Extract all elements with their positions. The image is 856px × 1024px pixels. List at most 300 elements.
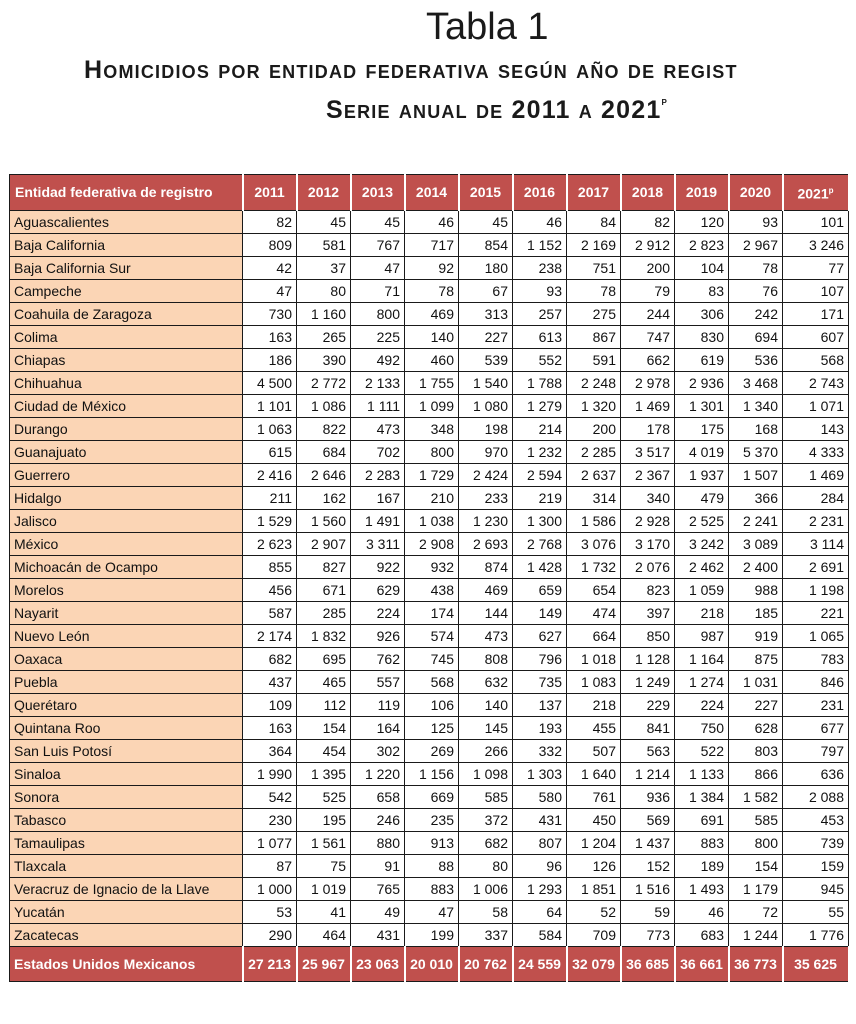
value-cell: 224 [675, 693, 729, 716]
value-cell: 1 204 [567, 831, 621, 854]
header-year-label: 2020 [739, 184, 772, 201]
state-name: Baja California Sur [10, 256, 243, 279]
value-cell: 82 [243, 210, 297, 233]
table-header [10, 175, 849, 211]
table-row [10, 762, 849, 785]
value-cell: 1 101 [243, 394, 297, 417]
value-cell: 366 [729, 486, 783, 509]
value-cell: 669 [405, 785, 459, 808]
value-cell: 52 [567, 900, 621, 923]
total-value-cell: 35 625 [783, 946, 849, 981]
value-cell: 659 [513, 578, 567, 601]
value-cell: 1 018 [567, 647, 621, 670]
state-name: Nuevo León [10, 624, 243, 647]
header-row [10, 175, 849, 211]
table-row [10, 578, 849, 601]
value-cell: 1 164 [675, 647, 729, 670]
value-cell: 337 [459, 923, 513, 946]
value-cell: 970 [459, 440, 513, 463]
value-cell: 233 [459, 486, 513, 509]
value-cell: 846 [783, 670, 849, 693]
value-cell: 1 303 [513, 762, 567, 785]
value-cell: 152 [621, 854, 675, 877]
value-cell: 1 428 [513, 555, 567, 578]
header-year-label: 2011 [254, 184, 285, 201]
value-cell: 3 114 [783, 532, 849, 555]
table-row [10, 233, 849, 256]
value-cell: 265 [297, 325, 351, 348]
table-row [10, 739, 849, 762]
value-cell: 1 732 [567, 555, 621, 578]
state-name: Oaxaca [10, 647, 243, 670]
value-cell: 238 [513, 256, 567, 279]
preliminary-mark: p [828, 186, 834, 195]
value-cell: 2 248 [567, 371, 621, 394]
value-cell: 185 [729, 601, 783, 624]
value-cell: 1 561 [297, 831, 351, 854]
state-name: Querétaro [10, 693, 243, 716]
value-cell: 473 [351, 417, 405, 440]
value-cell: 71 [351, 279, 405, 302]
value-cell: 1 491 [351, 509, 405, 532]
header-year-label: 2021 [797, 185, 829, 202]
value-cell: 2 424 [459, 463, 513, 486]
table-row [10, 371, 849, 394]
value-cell: 2 367 [621, 463, 675, 486]
value-cell: 246 [351, 808, 405, 831]
value-cell: 1 077 [243, 831, 297, 854]
value-cell: 437 [243, 670, 297, 693]
subtitle-line2-text: Serie anual de 2011 a 2021 [326, 96, 662, 124]
value-cell: 683 [675, 923, 729, 946]
value-cell: 855 [243, 555, 297, 578]
value-cell: 1 274 [675, 670, 729, 693]
value-cell: 145 [459, 716, 513, 739]
value-cell: 364 [243, 739, 297, 762]
value-cell: 431 [513, 808, 567, 831]
table-row [10, 831, 849, 854]
state-name: Baja California [10, 233, 243, 256]
value-cell: 747 [621, 325, 675, 348]
value-cell: 49 [351, 900, 405, 923]
value-cell: 2 768 [513, 532, 567, 555]
value-cell: 1 128 [621, 647, 675, 670]
value-cell: 2 693 [459, 532, 513, 555]
value-cell: 796 [513, 647, 567, 670]
header-year-2016 [513, 175, 567, 211]
value-cell: 522 [675, 739, 729, 762]
value-cell: 629 [351, 578, 405, 601]
value-cell: 76 [729, 279, 783, 302]
value-cell: 126 [567, 854, 621, 877]
value-cell: 919 [729, 624, 783, 647]
value-cell: 285 [297, 601, 351, 624]
value-cell: 83 [675, 279, 729, 302]
state-name: Tamaulipas [10, 831, 243, 854]
preliminary-mark: p [661, 95, 669, 108]
total-label: Estados Unidos Mexicanos [10, 946, 243, 981]
value-cell: 397 [621, 601, 675, 624]
total-value-cell: 24 559 [513, 946, 567, 981]
value-cell: 200 [621, 256, 675, 279]
header-year-label: 2012 [307, 184, 340, 201]
value-cell: 186 [243, 348, 297, 371]
table-row [10, 693, 849, 716]
value-cell: 2 241 [729, 509, 783, 532]
table-subtitle-line2 [326, 96, 668, 125]
value-cell: 1 230 [459, 509, 513, 532]
value-cell: 464 [297, 923, 351, 946]
value-cell: 284 [783, 486, 849, 509]
value-cell: 218 [675, 601, 729, 624]
state-name: Sonora [10, 785, 243, 808]
table-row [10, 463, 849, 486]
value-cell: 808 [459, 647, 513, 670]
state-name: Tabasco [10, 808, 243, 831]
table-row [10, 923, 849, 946]
value-cell: 93 [513, 279, 567, 302]
state-name: Quintana Roo [10, 716, 243, 739]
value-cell: 45 [459, 210, 513, 233]
value-cell: 1 437 [621, 831, 675, 854]
value-cell: 119 [351, 693, 405, 716]
value-cell: 1 038 [405, 509, 459, 532]
value-cell: 883 [405, 877, 459, 900]
value-cell: 926 [351, 624, 405, 647]
value-cell: 628 [729, 716, 783, 739]
value-cell: 854 [459, 233, 513, 256]
value-cell: 607 [783, 325, 849, 348]
table-row [10, 325, 849, 348]
value-cell: 313 [459, 302, 513, 325]
header-year-2015 [459, 175, 513, 211]
header-year-label: 2015 [469, 184, 502, 201]
title-block [0, 0, 856, 165]
value-cell: 164 [351, 716, 405, 739]
value-cell: 800 [729, 831, 783, 854]
value-cell: 168 [729, 417, 783, 440]
value-cell: 702 [351, 440, 405, 463]
value-cell: 41 [297, 900, 351, 923]
value-cell: 880 [351, 831, 405, 854]
value-cell: 125 [405, 716, 459, 739]
value-cell: 4 500 [243, 371, 297, 394]
value-cell: 2 174 [243, 624, 297, 647]
state-name: Tlaxcala [10, 854, 243, 877]
table-row [10, 716, 849, 739]
value-cell: 460 [405, 348, 459, 371]
value-cell: 140 [459, 693, 513, 716]
value-cell: 1 788 [513, 371, 567, 394]
value-cell: 64 [513, 900, 567, 923]
value-cell: 1 152 [513, 233, 567, 256]
header-year-2013 [351, 175, 405, 211]
value-cell: 2 400 [729, 555, 783, 578]
value-cell: 751 [567, 256, 621, 279]
value-cell: 1 179 [729, 877, 783, 900]
value-cell: 91 [351, 854, 405, 877]
value-cell: 677 [783, 716, 849, 739]
value-cell: 841 [621, 716, 675, 739]
value-cell: 2 967 [729, 233, 783, 256]
table-body [10, 210, 849, 981]
value-cell: 242 [729, 302, 783, 325]
header-year-2017 [567, 175, 621, 211]
value-cell: 542 [243, 785, 297, 808]
state-name: San Luis Potosí [10, 739, 243, 762]
header-year-label: 2017 [577, 184, 610, 201]
value-cell: 694 [729, 325, 783, 348]
value-cell: 58 [459, 900, 513, 923]
value-cell: 2 823 [675, 233, 729, 256]
value-cell: 78 [567, 279, 621, 302]
value-cell: 866 [729, 762, 783, 785]
value-cell: 93 [729, 210, 783, 233]
state-name: Colima [10, 325, 243, 348]
value-cell: 767 [351, 233, 405, 256]
value-cell: 1 099 [405, 394, 459, 417]
value-cell: 988 [729, 578, 783, 601]
value-cell: 348 [405, 417, 459, 440]
value-cell: 613 [513, 325, 567, 348]
value-cell: 1 516 [621, 877, 675, 900]
value-cell: 1 586 [567, 509, 621, 532]
value-cell: 227 [729, 693, 783, 716]
value-cell: 2 907 [297, 532, 351, 555]
value-cell: 536 [729, 348, 783, 371]
value-cell: 1 560 [297, 509, 351, 532]
state-name: Guerrero [10, 463, 243, 486]
value-cell: 5 370 [729, 440, 783, 463]
value-cell: 193 [513, 716, 567, 739]
value-cell: 492 [351, 348, 405, 371]
value-cell: 107 [783, 279, 849, 302]
value-cell: 47 [351, 256, 405, 279]
value-cell: 314 [567, 486, 621, 509]
table-row [10, 647, 849, 670]
value-cell: 1 111 [351, 394, 405, 417]
value-cell: 3 242 [675, 532, 729, 555]
value-cell: 619 [675, 348, 729, 371]
header-state: Entidad federativa de registro [10, 175, 243, 211]
value-cell: 3 311 [351, 532, 405, 555]
value-cell: 745 [405, 647, 459, 670]
value-cell: 1 065 [783, 624, 849, 647]
value-cell: 2 462 [675, 555, 729, 578]
value-cell: 2 912 [621, 233, 675, 256]
value-cell: 932 [405, 555, 459, 578]
value-cell: 275 [567, 302, 621, 325]
value-cell: 585 [729, 808, 783, 831]
value-cell: 1 493 [675, 877, 729, 900]
table-title: Tabla 1 [426, 6, 549, 48]
value-cell: 195 [297, 808, 351, 831]
value-cell: 568 [405, 670, 459, 693]
value-cell: 709 [567, 923, 621, 946]
value-cell: 1 080 [459, 394, 513, 417]
table-row [10, 624, 849, 647]
header-year-2012 [297, 175, 351, 211]
value-cell: 682 [243, 647, 297, 670]
value-cell: 199 [405, 923, 459, 946]
value-cell: 92 [405, 256, 459, 279]
state-name: Chiapas [10, 348, 243, 371]
value-cell: 739 [783, 831, 849, 854]
value-cell: 218 [567, 693, 621, 716]
value-cell: 569 [621, 808, 675, 831]
value-cell: 42 [243, 256, 297, 279]
total-value-cell: 25 967 [297, 946, 351, 981]
value-cell: 695 [297, 647, 351, 670]
value-cell: 101 [783, 210, 849, 233]
value-cell: 783 [783, 647, 849, 670]
table-row [10, 670, 849, 693]
value-cell: 214 [513, 417, 567, 440]
value-cell: 2 936 [675, 371, 729, 394]
value-cell: 735 [513, 670, 567, 693]
value-cell: 867 [567, 325, 621, 348]
value-cell: 2 231 [783, 509, 849, 532]
value-cell: 1 301 [675, 394, 729, 417]
value-cell: 474 [567, 601, 621, 624]
value-cell: 390 [297, 348, 351, 371]
value-cell: 2 772 [297, 371, 351, 394]
value-cell: 557 [351, 670, 405, 693]
value-cell: 162 [297, 486, 351, 509]
table-subtitle-line1: Homicidios por entidad federativa según año de regist [84, 56, 738, 84]
state-name: Hidalgo [10, 486, 243, 509]
value-cell: 453 [783, 808, 849, 831]
state-name: Campeche [10, 279, 243, 302]
value-cell: 1 300 [513, 509, 567, 532]
value-cell: 1 071 [783, 394, 849, 417]
value-cell: 1 000 [243, 877, 297, 900]
value-cell: 809 [243, 233, 297, 256]
state-name: Michoacán de Ocampo [10, 555, 243, 578]
value-cell: 154 [729, 854, 783, 877]
value-cell: 106 [405, 693, 459, 716]
value-cell: 59 [621, 900, 675, 923]
table-row [10, 808, 849, 831]
value-cell: 1 156 [405, 762, 459, 785]
value-cell: 140 [405, 325, 459, 348]
value-cell: 80 [297, 279, 351, 302]
value-cell: 372 [459, 808, 513, 831]
value-cell: 80 [459, 854, 513, 877]
value-cell: 1 019 [297, 877, 351, 900]
value-cell: 3 517 [621, 440, 675, 463]
value-cell: 84 [567, 210, 621, 233]
value-cell: 210 [405, 486, 459, 509]
value-cell: 936 [621, 785, 675, 808]
value-cell: 671 [297, 578, 351, 601]
value-cell: 563 [621, 739, 675, 762]
value-cell: 109 [243, 693, 297, 716]
value-cell: 875 [729, 647, 783, 670]
state-name: México [10, 532, 243, 555]
table-row [10, 440, 849, 463]
value-cell: 340 [621, 486, 675, 509]
value-cell: 717 [405, 233, 459, 256]
value-cell: 664 [567, 624, 621, 647]
value-cell: 171 [783, 302, 849, 325]
value-cell: 2 928 [621, 509, 675, 532]
value-cell: 585 [459, 785, 513, 808]
value-cell: 306 [675, 302, 729, 325]
value-cell: 144 [459, 601, 513, 624]
header-year-2021 [783, 175, 849, 211]
value-cell: 235 [405, 808, 459, 831]
value-cell: 163 [243, 716, 297, 739]
value-cell: 87 [243, 854, 297, 877]
total-value-cell: 36 773 [729, 946, 783, 981]
value-cell: 2 285 [567, 440, 621, 463]
value-cell: 53 [243, 900, 297, 923]
value-cell: 2 525 [675, 509, 729, 532]
state-name: Yucatán [10, 900, 243, 923]
value-cell: 159 [783, 854, 849, 877]
value-cell: 4 333 [783, 440, 849, 463]
value-cell: 154 [297, 716, 351, 739]
value-cell: 1 851 [567, 877, 621, 900]
value-cell: 632 [459, 670, 513, 693]
value-cell: 1 507 [729, 463, 783, 486]
value-cell: 2 646 [297, 463, 351, 486]
state-name: Jalisco [10, 509, 243, 532]
value-cell: 112 [297, 693, 351, 716]
value-cell: 189 [675, 854, 729, 877]
value-cell: 1 640 [567, 762, 621, 785]
value-cell: 178 [621, 417, 675, 440]
table-row [10, 394, 849, 417]
value-cell: 1 469 [783, 463, 849, 486]
value-cell: 1 582 [729, 785, 783, 808]
value-cell: 2 416 [243, 463, 297, 486]
table-row [10, 900, 849, 923]
value-cell: 1 384 [675, 785, 729, 808]
value-cell: 800 [405, 440, 459, 463]
value-cell: 180 [459, 256, 513, 279]
value-cell: 658 [351, 785, 405, 808]
value-cell: 37 [297, 256, 351, 279]
value-cell: 465 [297, 670, 351, 693]
total-value-cell: 20 762 [459, 946, 513, 981]
value-cell: 945 [783, 877, 849, 900]
value-cell: 803 [729, 739, 783, 762]
value-cell: 1 214 [621, 762, 675, 785]
value-cell: 302 [351, 739, 405, 762]
value-cell: 431 [351, 923, 405, 946]
value-cell: 46 [405, 210, 459, 233]
value-cell: 1 990 [243, 762, 297, 785]
value-cell: 922 [351, 555, 405, 578]
value-cell: 761 [567, 785, 621, 808]
value-cell: 730 [243, 302, 297, 325]
value-cell: 2 088 [783, 785, 849, 808]
value-cell: 79 [621, 279, 675, 302]
value-cell: 225 [351, 325, 405, 348]
value-cell: 45 [351, 210, 405, 233]
table-row [10, 785, 849, 808]
value-cell: 1 098 [459, 762, 513, 785]
value-cell: 765 [351, 877, 405, 900]
value-cell: 290 [243, 923, 297, 946]
value-cell: 584 [513, 923, 567, 946]
value-cell: 1 937 [675, 463, 729, 486]
value-cell: 615 [243, 440, 297, 463]
header-year-2014 [405, 175, 459, 211]
value-cell: 1 244 [729, 923, 783, 946]
